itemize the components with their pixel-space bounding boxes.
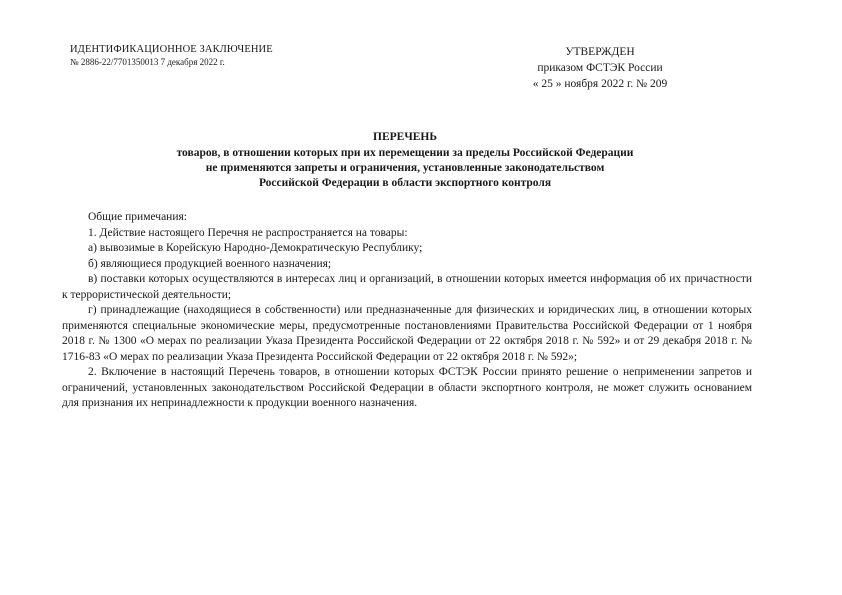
general-notes-heading: Общие примечания: bbox=[88, 211, 187, 223]
paragraph-2: 2. Включение в настоящий Перечень товаров, в отношении которых ФСТЭК России принято решение о неприменении запретов и ограничений, установленных законодательством Российской Федерации в области экспортного контроля, не может служить основанием для признания их непринадлежности к продукции военного назначения. bbox=[62, 366, 752, 409]
item-a: а) вывозимые в Корейскую Народно-Демократическую Республику; bbox=[88, 242, 423, 254]
paragraph-1: 1. Действие настоящего Перечня не распространяется на товары: bbox=[88, 226, 408, 239]
approval-title: УТВЕРЖДЕН bbox=[565, 46, 635, 58]
item-g: г) принадлежащие (находящиеся в собственности) или предназначенные для физических и юридических лиц, в отношении которых применяются специальные экономические меры, предусмотренные постановлениями Правительства Российской Федерации от 1 ноября 2018 г. № 1300 «О мерах по реализации Указа Президента Российской Федерации от 22 октября 2018 г. № 592» и от 29 декабря 2018 г. № 1716-83 «О мерах по реализации Указа Президента Российской Федерации от 22 октября 2018 г. № 592»; bbox=[62, 304, 752, 363]
approval-order: приказом ФСТЭК России bbox=[537, 62, 663, 74]
approval-block bbox=[495, 44, 705, 92]
item-v: в) поставки которых осуществляются в интересах лиц и организаций, в отношении которых имеется информация об их причастности к террористической деятельности; bbox=[62, 273, 752, 301]
title-line-3: Российской Федерации в области экспортного контроля bbox=[258, 177, 552, 189]
identification-conclusion-title: ИДЕНТИФИКАЦИОННОЕ ЗАКЛЮЧЕНИЕ bbox=[70, 44, 273, 55]
title-heading: ПЕРЕЧЕНЬ bbox=[373, 131, 437, 143]
identification-conclusion-number: № 2886-22/7701350013 7 декабря 2022 г. bbox=[70, 57, 225, 67]
item-b: б) являющиеся продукцией военного назначения; bbox=[88, 257, 332, 270]
identification-conclusion-block bbox=[70, 43, 390, 69]
title-line-2: не применяются запреты и ограничения, установленные законодательством bbox=[205, 162, 605, 174]
approval-date-number: « 25 » ноября 2022 г. № 209 bbox=[532, 78, 668, 90]
title-line-1: товаров, в отношении которых при их перемещении за пределы Российской Федерации bbox=[176, 147, 634, 159]
document-body bbox=[62, 210, 752, 412]
document-title bbox=[100, 130, 710, 191]
